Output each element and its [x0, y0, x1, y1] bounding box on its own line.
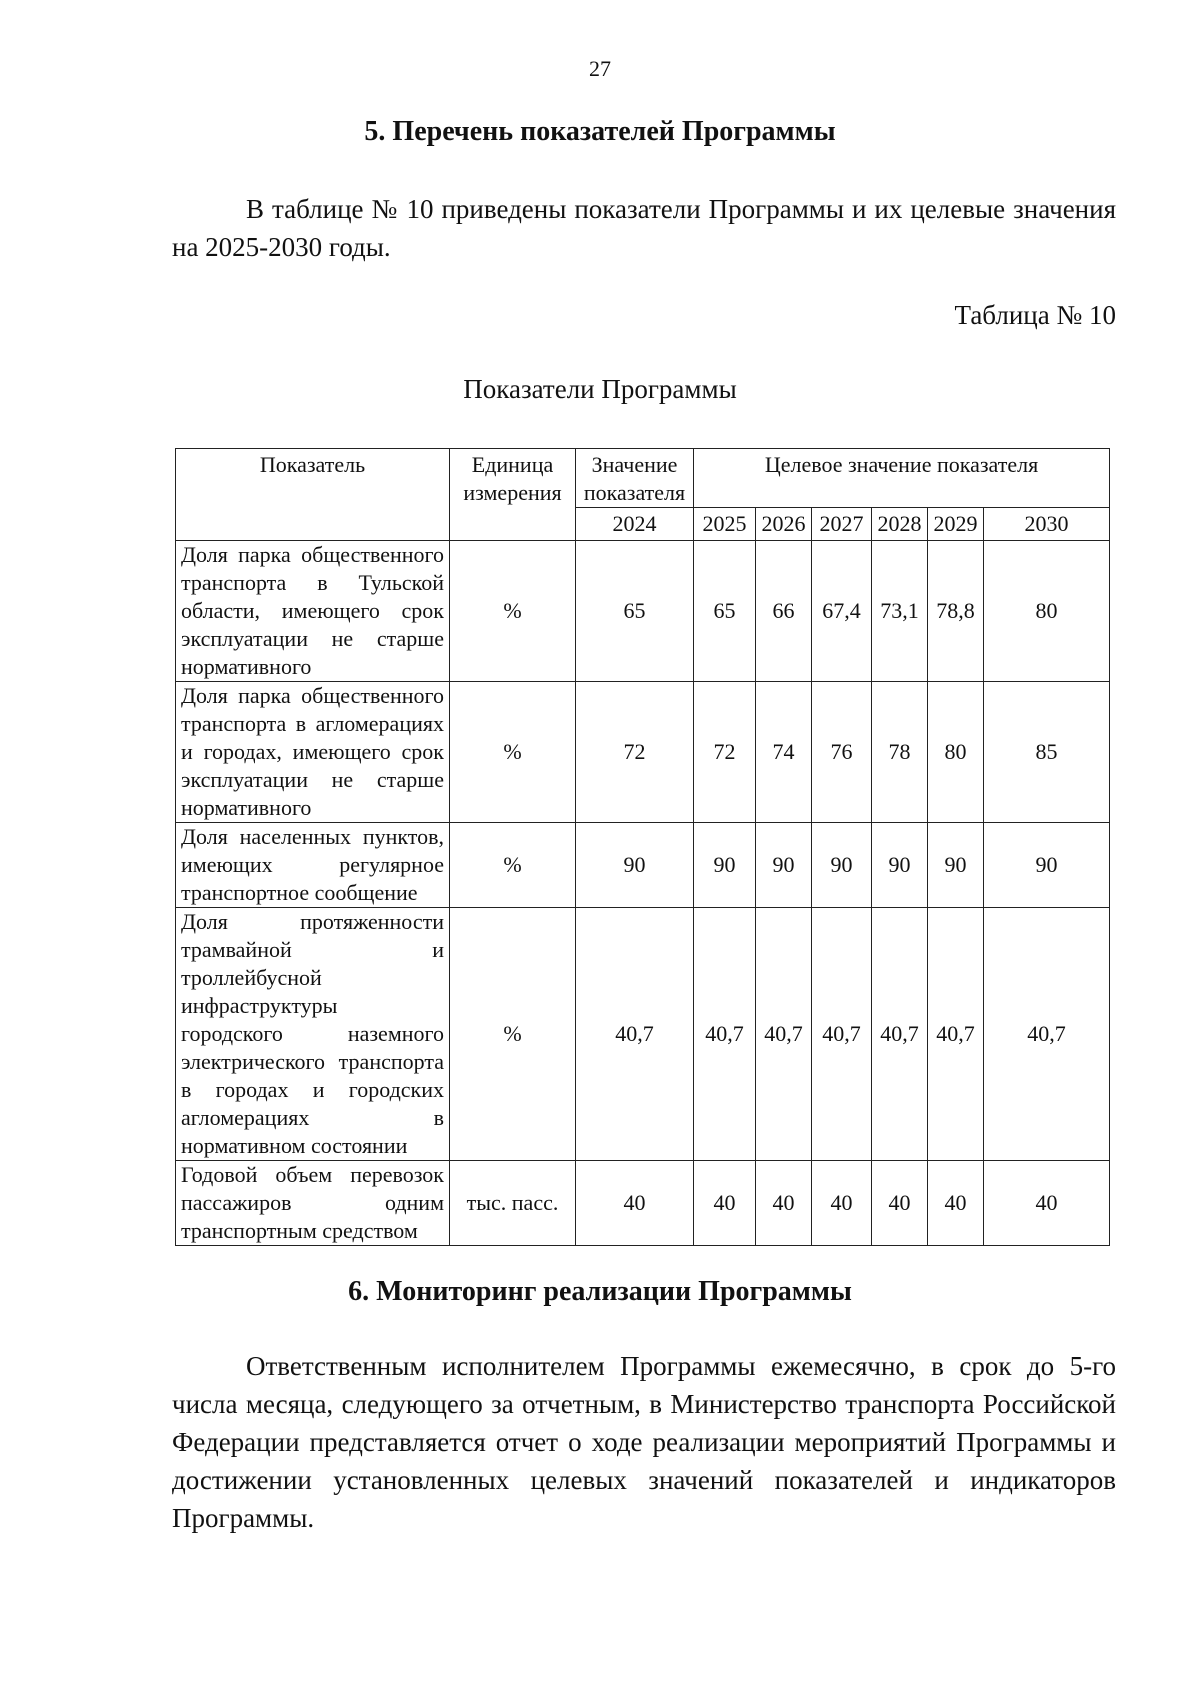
row-base-value: 40,7 — [576, 908, 694, 1161]
row-value-2025: 40,7 — [694, 908, 756, 1161]
table-caption: Показатели Программы — [463, 374, 737, 404]
row-value-2029: 90 — [928, 823, 984, 908]
section-5-paragraph: В таблице № 10 приведены показатели Программы и их целевые значения на 2025-2030 годы. — [172, 194, 1116, 262]
table-header-row — [176, 449, 1110, 508]
header-year-2029: 2029 — [928, 508, 984, 541]
row-unit: тыс. пасс. — [450, 1161, 576, 1246]
section-5-heading: 5. Перечень показателей Программы — [364, 116, 836, 147]
row-unit: % — [450, 908, 576, 1161]
row-unit: % — [450, 541, 576, 682]
row-value-2026: 40,7 — [756, 908, 812, 1161]
header-year-2027: 2027 — [812, 508, 872, 541]
row-unit: % — [450, 682, 576, 823]
row-value-2026: 74 — [756, 682, 812, 823]
row-value-2027: 76 — [812, 682, 872, 823]
row-value-2030: 85 — [984, 682, 1110, 823]
row-value-2026: 66 — [756, 541, 812, 682]
row-unit: % — [450, 823, 576, 908]
header-target: Целевое значение показателя — [694, 449, 1110, 508]
header-year-2028: 2028 — [872, 508, 928, 541]
row-value-2028: 73,1 — [872, 541, 928, 682]
row-value-2027: 40,7 — [812, 908, 872, 1161]
row-value-2026: 90 — [756, 823, 812, 908]
table-row — [176, 823, 1110, 908]
section-6-heading: 6. Мониторинг реализации Программы — [348, 1276, 852, 1307]
row-base-value: 72 — [576, 682, 694, 823]
indicators-table — [175, 448, 1110, 1246]
row-value-2027: 67,4 — [812, 541, 872, 682]
row-value-2028: 40,7 — [872, 908, 928, 1161]
header-unit: Единица измерения — [450, 449, 576, 541]
table-row — [176, 1161, 1110, 1246]
row-base-value: 65 — [576, 541, 694, 682]
row-value-2027: 90 — [812, 823, 872, 908]
row-value-2028: 40 — [872, 1161, 928, 1246]
header-base-value: Значение показателя — [576, 449, 694, 508]
header-year-2026: 2026 — [756, 508, 812, 541]
row-base-value: 40 — [576, 1161, 694, 1246]
header-indicator: Показатель — [176, 449, 450, 541]
row-value-2030: 40,7 — [984, 908, 1110, 1161]
row-value-2025: 72 — [694, 682, 756, 823]
row-value-2029: 40 — [928, 1161, 984, 1246]
header-year-2024: 2024 — [576, 508, 694, 541]
row-value-2025: 65 — [694, 541, 756, 682]
row-value-2030: 90 — [984, 823, 1110, 908]
row-indicator-name: Доля парка общественного транспорта в агломерациях и городах, имеющего срок эксплуатации не старше нормативного — [176, 682, 450, 823]
row-indicator-name: Годовой объем перевозок пассажиров одним транспортным средством — [176, 1161, 450, 1246]
row-value-2029: 40,7 — [928, 908, 984, 1161]
row-value-2029: 78,8 — [928, 541, 984, 682]
row-base-value: 90 — [576, 823, 694, 908]
row-indicator-name: Доля населенных пунктов, имеющих регулярное транспортное сообщение — [176, 823, 450, 908]
row-indicator-name: Доля парка общественного транспорта в Тульской области, имеющего срок эксплуатации не старше нормативного — [176, 541, 450, 682]
row-value-2029: 80 — [928, 682, 984, 823]
row-value-2025: 40 — [694, 1161, 756, 1246]
row-value-2028: 78 — [872, 682, 928, 823]
row-value-2027: 40 — [812, 1161, 872, 1246]
row-value-2026: 40 — [756, 1161, 812, 1246]
row-value-2025: 90 — [694, 823, 756, 908]
header-year-2030: 2030 — [984, 508, 1110, 541]
table-number: Таблица № 10 — [954, 300, 1116, 330]
row-value-2028: 90 — [872, 823, 928, 908]
table-row — [176, 908, 1110, 1161]
row-value-2030: 40 — [984, 1161, 1110, 1246]
table-row — [176, 682, 1110, 823]
row-value-2030: 80 — [984, 541, 1110, 682]
page-number: 27 — [589, 56, 611, 81]
header-year-2025: 2025 — [694, 508, 756, 541]
section-6-paragraph: Ответственным исполнителем Программы ежемесячно, в срок до 5-го числа месяца, следующего за отчетным, в Министерство транспорта Российской Федерации представляется отчет о ходе реализации мероприятий Программы и достижении установленных целевых значений показателей и индикаторов Программы. — [172, 1351, 1116, 1533]
row-indicator-name: Доля протяженности трамвайной и троллейбусной инфраструктуры городского наземного электрического транспорта в городах и городских агломерациях в нормативном состоянии — [176, 908, 450, 1161]
table-row — [176, 541, 1110, 682]
